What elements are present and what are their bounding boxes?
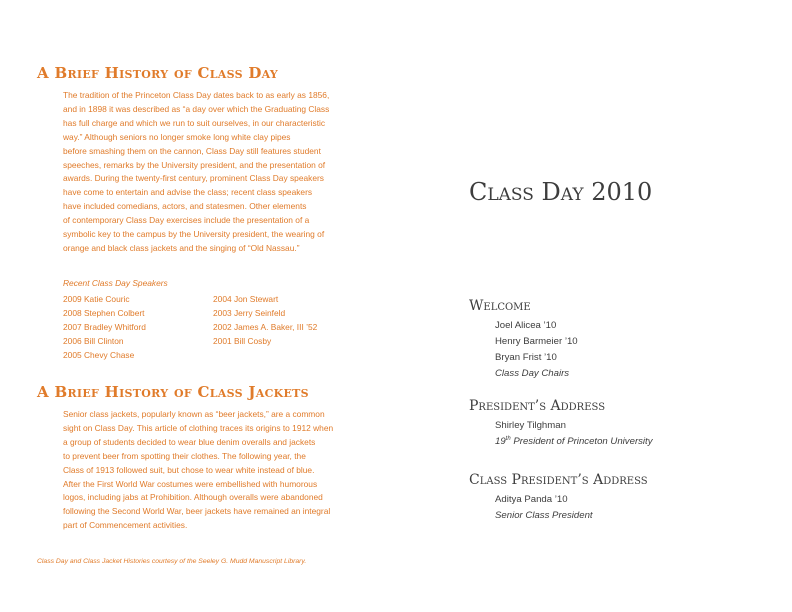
president-role-ordinal: 19 [495, 436, 506, 447]
paragraph-line: have included comedians, actors, and statesmen. Other elements [63, 201, 307, 212]
speaker: 2007 Bradley Whitford [63, 322, 146, 332]
paragraph-line: Class of 1913 followed suit, but chose to wear white instead of blue. [63, 464, 315, 475]
speaker: 2005 Chevy Chase [63, 350, 135, 360]
speaker: 2009 Katie Couric [63, 294, 130, 304]
speaker: 2004 Jon Stewart [213, 294, 279, 304]
paragraph-line: logos, including jabs at Prohibition. Although overalls were abandoned [63, 492, 323, 503]
class-jackets-history-heading: A Brief History of Class Jackets [37, 383, 309, 401]
paragraph-line: following the Second World War, beer jackets have remained an integral [63, 506, 331, 517]
class-president-role: Senior Class President [495, 510, 593, 521]
speaker: 2003 Jerry Seinfeld [213, 308, 286, 318]
president-role-rest: President of Princeton University [510, 436, 653, 447]
paragraph-line: The tradition of the Princeton Class Day dates back to as early as 1856, [63, 90, 330, 100]
paragraph-line: way.” Although seniors no longer smoke long white clay pipes [63, 131, 291, 142]
class-day-history-paragraph [63, 89, 353, 256]
paragraph-line: After the First World War costumes were embellished with humorous [63, 478, 318, 489]
welcome-speaker: Joel Alicea ’10 [495, 320, 557, 331]
welcome-speaker: Henry Barmeier ’10 [495, 336, 578, 347]
speaker: 2001 Bill Cosby [213, 336, 272, 346]
president-name: Shirley Tilghman [495, 420, 566, 431]
president-role-suffix: th [505, 435, 511, 442]
recent-speakers-title: Recent Class Day Speakers [63, 278, 168, 288]
paragraph-line: has full charge and which we run to suit ourselves, in our characteristic [63, 117, 326, 128]
paragraph-line: have come to entertain and advise the class; recent class speakers [63, 187, 313, 198]
president-role [495, 436, 653, 447]
program-title: Class Day 2010 [469, 178, 653, 206]
paragraph-line: Senior class jackets, popularly known as “beer jackets,” are a common [63, 409, 325, 419]
right-page [396, 0, 792, 612]
paragraph-line: a group of students decided to wear blue denim overalls and jackets [63, 436, 316, 447]
speaker: 2006 Bill Clinton [63, 336, 124, 346]
welcome-heading: Welcome [469, 298, 531, 314]
presidents-address-heading: President’s Address [469, 398, 606, 414]
welcome-role: Class Day Chairs [495, 368, 570, 379]
class-jackets-history-paragraph [63, 408, 353, 533]
class-day-history-heading: A Brief History of Class Day [37, 64, 279, 82]
speaker: 2008 Stephen Colbert [63, 308, 145, 318]
welcome-speaker: Bryan Frist ’10 [495, 352, 557, 363]
paragraph-line: sight on Class Day. This article of clothing traces its origins to 1912 when [63, 422, 334, 433]
credit-note: Class Day and Class Jacket Histories courtesy of the Seeley G. Mudd Manuscript Library. [37, 558, 307, 565]
paragraph-line: orange and black class jackets and the singing of “Old Nassau.” [63, 242, 300, 253]
paragraph-line: and in 1898 it was described as “a day over which the Graduating Class [63, 103, 330, 114]
speaker: 2002 James A. Baker, III ’52 [213, 322, 318, 332]
paragraph-line: symbolic key to the campus by the University president, the wearing of [63, 229, 325, 240]
paragraph-line: of contemporary Class Day exercises include the presentation of a [63, 215, 310, 226]
class-president-name: Aditya Panda ’10 [495, 494, 568, 505]
paragraph-line: speeches, remarks by the University president, and the presentation of [63, 159, 326, 170]
paragraph-line: to prevent beer from spotting their clothes. The following year, the [63, 450, 306, 461]
class-presidents-address-heading: Class President’s Address [469, 472, 648, 488]
paragraph-line: before smashing them on the cannon, Class Day still features student [63, 145, 321, 156]
paragraph-line: awards. During the twenty-first century, prominent Class Day speakers [63, 173, 324, 184]
paragraph-line: part of Commencement activities. [63, 520, 188, 531]
